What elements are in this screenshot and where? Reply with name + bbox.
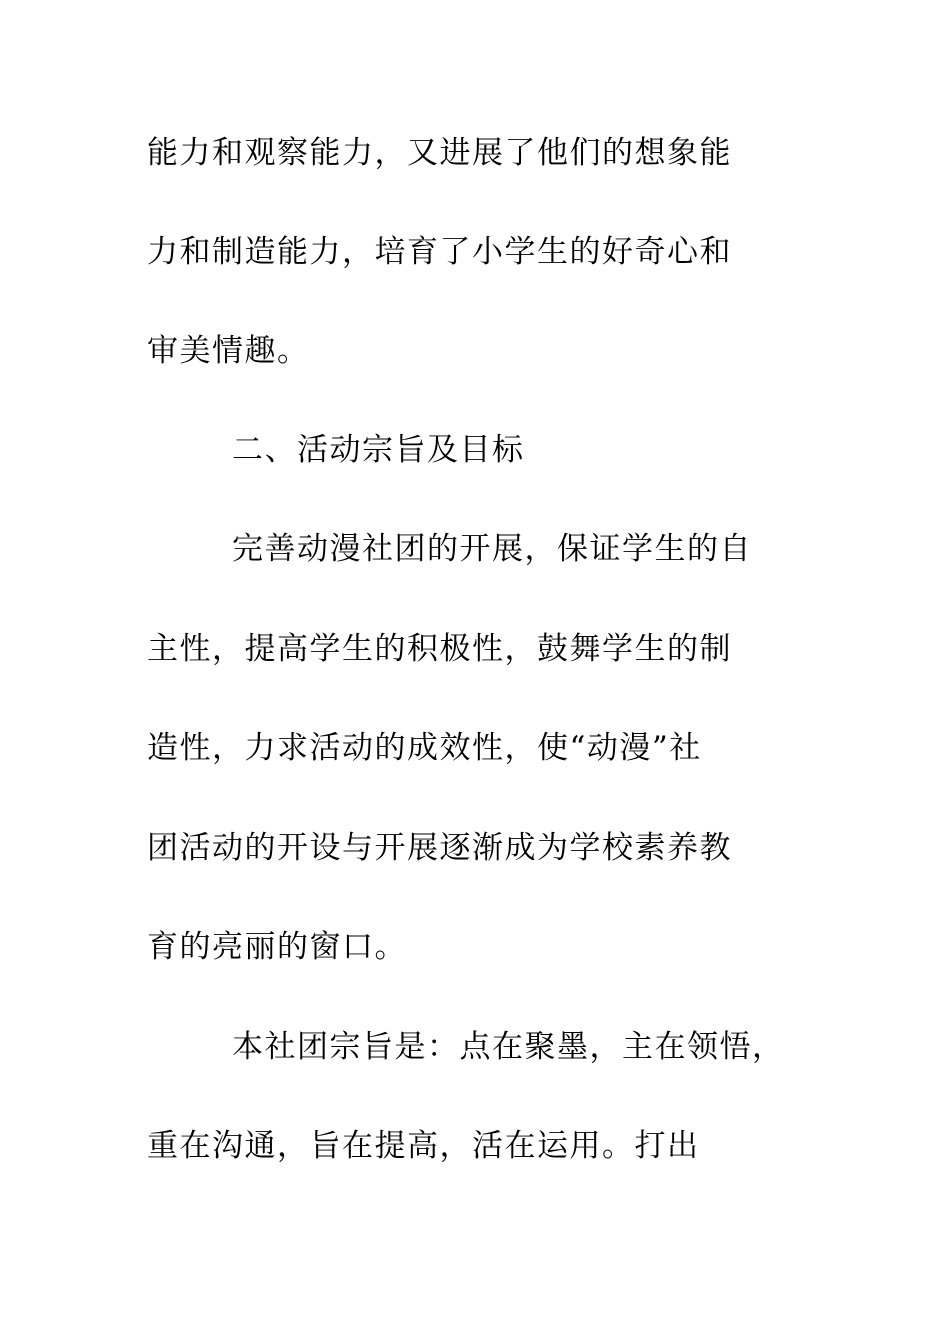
paragraph-line: 完善动漫社团的开展，保证学生的自 [232,531,752,567]
paragraph-line: 能力和观察能力，又进展了他们的想象能 [147,135,732,171]
paragraph-line: 造性，力求活动的成效性，使“动漫”社 [147,730,702,766]
paragraph-line: 育的亮丽的窗口。 [147,929,407,965]
section-heading: 二、活动宗旨及目标 [232,432,525,468]
paragraph-line: 主性，提高学生的积极性，鼓舞学生的制 [147,631,732,667]
paragraph-line: 审美情趣。 [147,333,310,369]
paragraph-line: 本社团宗旨是：点在聚墨，主在领悟， [232,1029,785,1065]
paragraph-line: 团活动的开设与开展逐渐成为学校素养教 [147,830,732,866]
paragraph-line: 力和制造能力，培育了小学生的好奇心和 [147,234,732,270]
paragraph-line: 重在沟通，旨在提高，活在运用。打出 [147,1128,700,1164]
